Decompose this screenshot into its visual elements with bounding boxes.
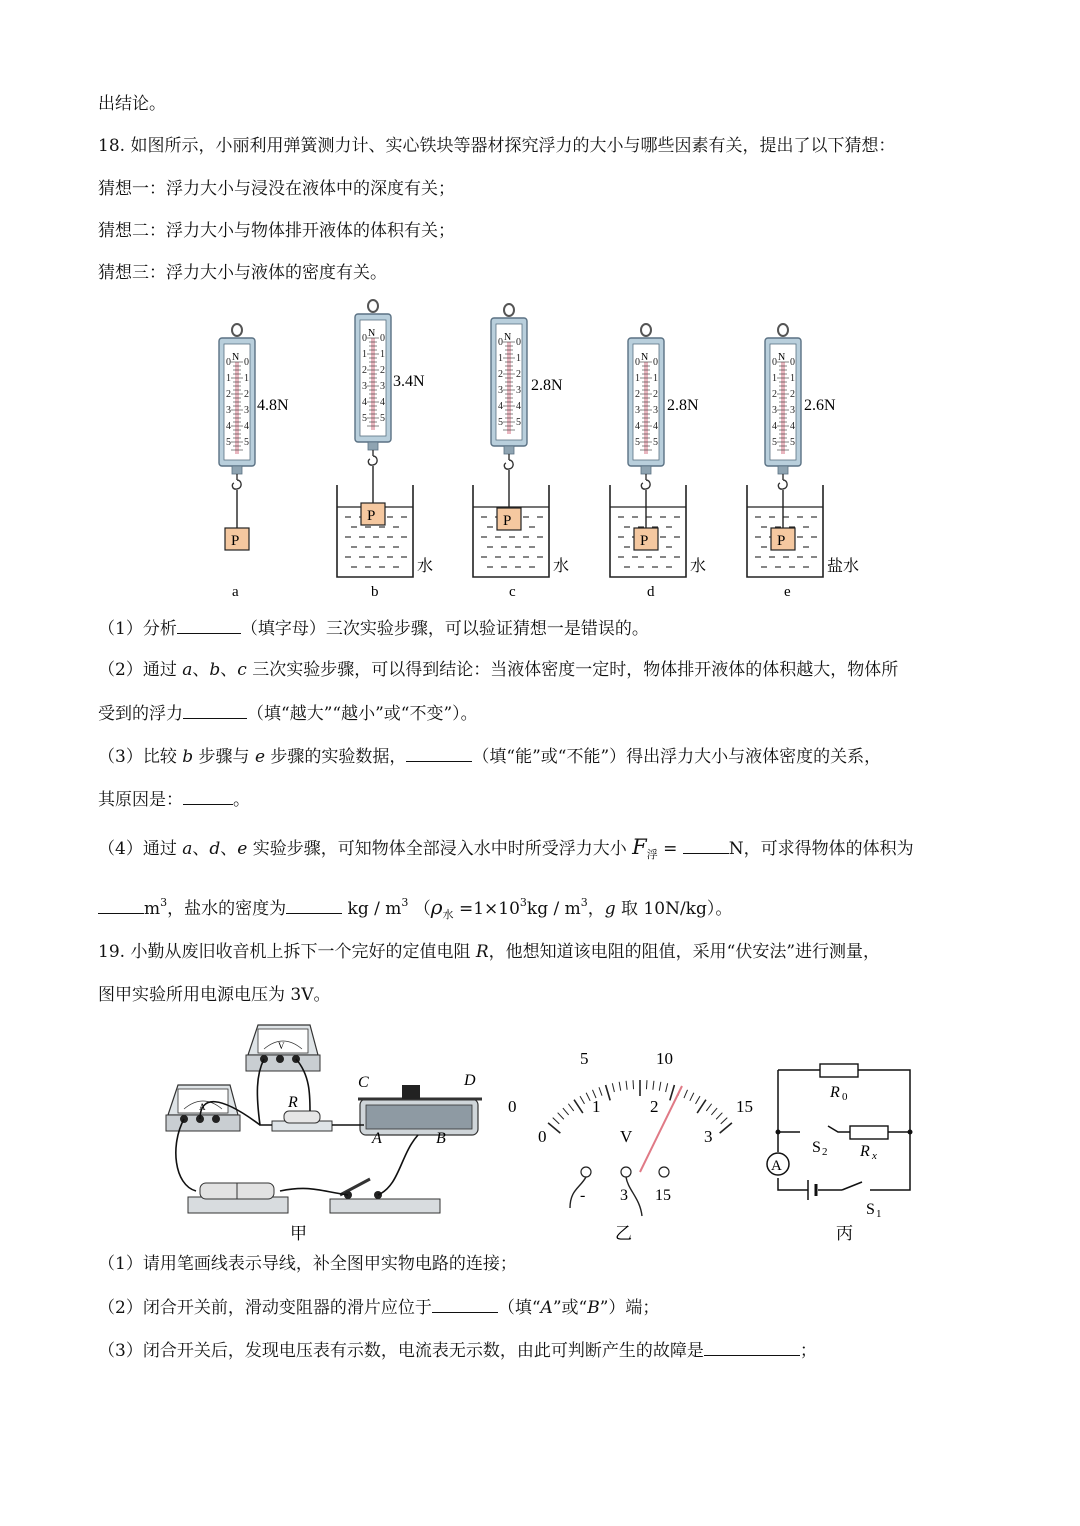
reading-c: 2.8N [531,377,563,394]
svg-text:P: P [640,533,649,549]
dial-tick [568,1104,573,1111]
dial-tick [653,1081,654,1090]
dial-tick [599,1087,602,1095]
figure-yi-dial [500,1040,770,1245]
figure-jia-circuit [160,1015,490,1245]
dial-tick [684,1090,688,1098]
bottom-scale-2: 2 [650,1097,659,1116]
blank-q19-2[interactable] [432,1294,498,1313]
resistor-r [272,1094,332,1131]
s2-sub: 2 [822,1146,828,1158]
liquid-c: 水 [553,558,570,575]
dial-tick [720,1123,732,1133]
bottom-scale-0: 0 [538,1127,547,1146]
top-scale-5: 5 [580,1049,589,1068]
label-a: a [232,584,239,600]
q18-part2-line2: 受到的浮力 （填“越大”“越小”或“不变”）。 [98,700,478,726]
dial-tick [553,1118,560,1124]
q19-stem-line2: 图甲实验所用电源电压为 3V。 [98,985,331,1005]
caption-jia: 甲 [290,1224,307,1243]
reading-e: 2.6N [804,397,836,414]
label-d: d [647,584,655,600]
rheostat [358,1072,482,1147]
voltmeter [246,1025,320,1071]
switch [330,1179,440,1213]
q19-part3: （3）闭合开关后，发现电压表有示数，电流表无示数，由此可判断产生的故障是 ； [98,1337,817,1363]
liquid-b: 水 [417,558,434,575]
dial-tick [659,1082,661,1091]
blank-q18-4a[interactable] [683,835,729,854]
q18-part4-line2: $m^3$，盐水的密度为 kg / $m^3$ （$\rho_水 =1\times 10^3kg / m^3$，g 取 10N/kg）。 [98,891,732,927]
dial-tick [558,1113,564,1120]
dial-tick [574,1100,583,1113]
svg-text:P: P [777,533,786,549]
svg-text:D: D [464,1072,476,1089]
dial-tick [606,1085,611,1100]
unit-label: N [232,352,240,363]
q18-part2-line1: （2）通过 a、b、c 三次实验步骤，可以得到结论：当液体密度一定时，物体排开液体的体积越大，物体所 [98,660,899,680]
blank-q18-4b[interactable] [98,895,144,914]
spring-balance-figure: 0 0 1 1 2 2 3 3 4 4 5 5 N P 4.8N a N P 3.4N 水 b N P 2.8N 水 c N P 2.8N 水 d N P 2.6N 盐水 e [195,300,885,605]
q19-stem-line1: 19. 小勤从废旧收音机上拆下一个完好的定值电阻 R，他想知道该电阻的阻值，采用“伏安法”进行测量， [98,942,881,962]
label-b: b [371,584,379,600]
panel-a [219,324,289,600]
q18-part3-line1: （3）比较 b 步骤与 e 步骤的实验数据， （填“能”或“不能”）得出浮力大小与液体密度的关系， [98,743,881,769]
reading-d: 2.8N [667,397,699,414]
liquid-e: 盐水 [827,558,860,575]
dial-tick [580,1096,585,1104]
terminal-15: 15 [655,1187,671,1204]
block-p: P [231,533,240,549]
q18-hyp1: 猜想一：浮力大小与浸没在液体中的深度有关； [98,179,455,199]
top-scale-15: 15 [736,1097,753,1116]
panel-b [337,300,433,600]
panel-d [610,324,706,600]
dial-tick [706,1104,711,1111]
dial-tick [612,1083,614,1092]
label-e: e [784,584,791,600]
svg-text:P: P [503,513,512,529]
blank-q18-1[interactable] [177,615,241,634]
ammeter-symbol: A [771,1158,782,1174]
dial-ticks [548,1080,732,1133]
battery [188,1183,288,1213]
top-scale-0: 0 [508,1097,517,1116]
svg-text:A: A [372,1130,382,1147]
q19-part2: （2）闭合开关前，滑动变阻器的滑片应位于 （填“A”或“B”）端； [98,1294,659,1320]
blank-q18-2[interactable] [183,700,247,719]
bottom-scale-1: 1 [592,1097,601,1116]
q18-part1: （1）分析 （填字母）三次实验步骤，可以验证猜想一是错误的。 [98,615,649,641]
panel-e [747,324,859,600]
dial-tick [716,1113,722,1120]
q18-stem: 18. 如图所示，小丽利用弹簧测力计、实心铁块等器材探究浮力的大小与哪些因素有关，提出了以下猜想： [98,136,896,156]
dial-tick [626,1081,627,1090]
terminal-3: 3 [620,1187,628,1204]
dial-tick [586,1093,590,1101]
q18-part4-line1: （4）通过 a、d、e 实验步骤，可知物体全部浸入水中时所受浮力大小 $F_浮 = N$，可求得物体的体积为 [98,835,914,861]
svg-text:V: V [278,1041,285,1051]
svg-text:B: B [436,1130,446,1147]
svg-text:N: N [778,352,786,363]
dial-tick [633,1080,634,1089]
svg-text:A: A [199,1102,206,1112]
svg-text:C: C [358,1074,369,1091]
q18-hyp3: 猜想三：浮力大小与液体的密度有关。 [98,263,387,283]
r0-label: R [830,1084,840,1101]
dial-tick [711,1108,717,1115]
s2-label: S [812,1139,821,1156]
r0-sub: 0 [842,1091,848,1103]
svg-text:R: R [288,1094,298,1111]
blank-q18-3a[interactable] [406,743,472,762]
needle [640,1086,682,1172]
terminal-neg: - [580,1187,586,1204]
rx-label: R [860,1143,870,1160]
blank-q18-3b[interactable] [183,786,233,805]
caption-bing: 丙 [836,1224,853,1243]
rx-sub: x [872,1150,877,1162]
dial-tick [563,1108,569,1115]
caption-yi: 乙 [615,1224,632,1243]
svg-text:N: N [641,352,649,363]
dial-tick [619,1082,621,1091]
dial-tick [690,1093,694,1101]
s1-label: S [866,1201,875,1218]
dial-tick [670,1085,675,1100]
top-scale-10: 10 [656,1049,673,1068]
dial-tick [646,1080,647,1089]
bottom-scale-3: 3 [704,1127,713,1146]
label-c: c [509,584,516,600]
panel-c [473,304,569,600]
blank-q19-3[interactable] [704,1337,800,1356]
q19-part1: （1）请用笔画线表示导线，补全图甲实物电路的连接； [98,1254,517,1274]
dial-tick [721,1118,728,1124]
dial-tick [696,1096,701,1104]
dial-tick [697,1100,706,1113]
q18-part3-line2: 其原因是： 。 [98,786,250,812]
dial-tick [548,1123,560,1133]
blank-q18-4c[interactable] [286,895,342,914]
reading-b: 3.4N [393,373,425,390]
dial-tick [666,1083,668,1092]
svg-text:N: N [368,328,376,339]
figure-bing-diagram [760,1060,930,1245]
intro-tail: 出结论。 [98,94,166,114]
svg-text:N: N [504,332,512,343]
svg-text:P: P [367,508,376,524]
reading-a: 4.8N [257,397,289,414]
dial-v-label: V [620,1127,633,1146]
liquid-d: 水 [690,558,707,575]
q18-hyp2: 猜想二：浮力大小与物体排开液体的体积有关； [98,221,455,241]
s1-sub: 1 [876,1208,882,1220]
